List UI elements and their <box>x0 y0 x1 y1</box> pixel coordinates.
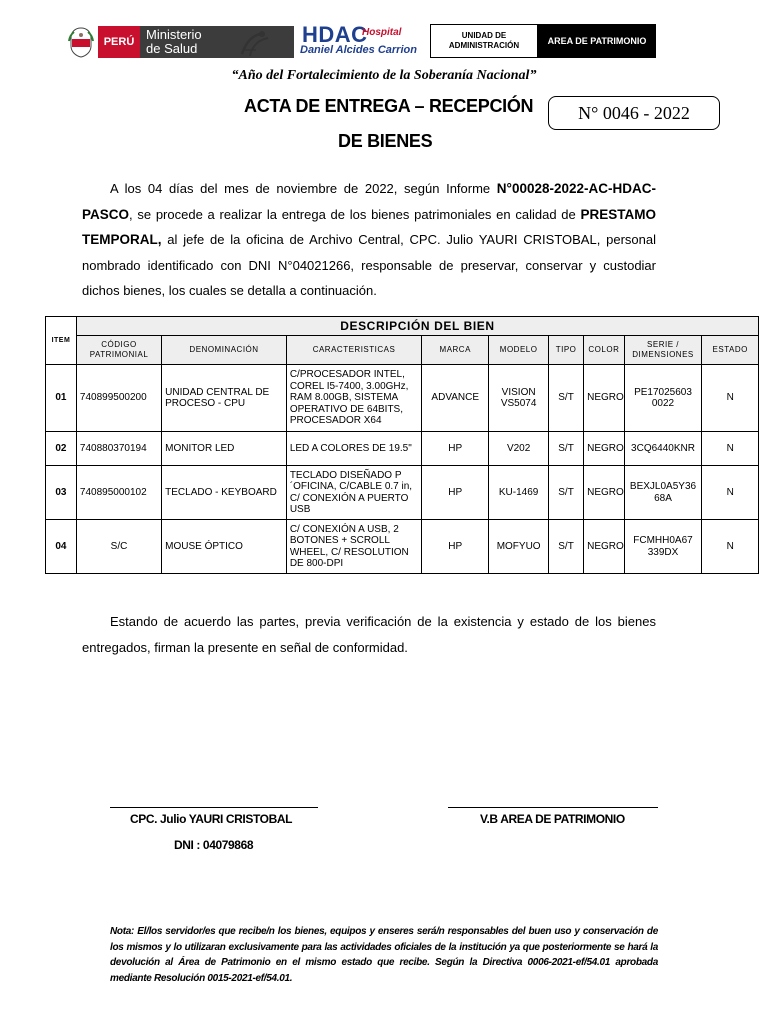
intro-part2: , se procede a realizar la entrega de los bienes patrimoniales en calidad de <box>129 206 581 222</box>
characteristics: C/ CONEXIÓN A USB, 2 BOTONES + SCROLL WHEEL, C/ RESOLUTION DE 800-DPI <box>286 520 421 574</box>
item-header: ITEM <box>46 317 77 365</box>
signature-line-left <box>110 807 318 808</box>
closing-text: Estando de acuerdo las partes, previa verificación de la existencia y estado de los bienes entregados, firman la presente en señal de conformidad. <box>82 614 656 655</box>
column-header: CARACTERISTICAS <box>286 336 421 365</box>
color: NEGRO <box>584 365 624 432</box>
peru-coat-of-arms-icon <box>66 26 96 58</box>
serial: FCMHH0A67 339DX <box>624 520 702 574</box>
brand: HP <box>422 466 489 520</box>
column-header: CÓDIGO PATRIMONIAL <box>76 336 161 365</box>
model: V202 <box>489 432 549 466</box>
peru-label: PERÚ <box>98 26 140 58</box>
document-title-line1: ACTA DE ENTREGA – RECEPCIÓN <box>244 96 534 116</box>
hdac-fullname: Daniel Alcides Carrion <box>300 44 417 56</box>
footer-note: Nota: El/los servidor/es que recibe/n los bienes, equipos y enseres será/n responsables del buen uso y conservación de los mismos y lo utilizaran exclusivamente para las actividades oficiales de la institución ya que posteriormente se hará la devolución al Área de Patrimonio en el mismo estado que recibe. Según la Directiva 0006-2021-ef/54.01 aprobada mediante Resolución 0015-2021-ef/54.01. <box>110 926 658 984</box>
status: N <box>702 365 759 432</box>
color: NEGRO <box>584 432 624 466</box>
intro-paragraph <box>82 176 656 304</box>
unit-label: UNIDAD DE ADMINISTRACIÓN <box>430 24 538 58</box>
item-number: 03 <box>46 466 77 520</box>
denomination: MONITOR LED <box>162 432 287 466</box>
column-header: COLOR <box>584 336 624 365</box>
brand: HP <box>422 432 489 466</box>
column-header: MODELO <box>489 336 549 365</box>
denomination: UNIDAD CENTRAL DE PROCESO - CPU <box>162 365 287 432</box>
item-number: 02 <box>46 432 77 466</box>
intro-part1: A los 04 días del mes de noviembre de 2022, según Informe <box>110 181 497 196</box>
column-header: TIPO <box>548 336 583 365</box>
asset-code: S/C <box>76 520 161 574</box>
letterhead <box>66 22 658 62</box>
serial: 3CQ6440KNR <box>624 432 702 466</box>
signer-left-name: CPC. Julio YAURI CRISTOBAL <box>130 812 293 826</box>
year-motto: “Año del Fortalecimiento de la Soberanía Nacional” <box>231 68 537 83</box>
asset-code: 740895000102 <box>76 466 161 520</box>
hdac-name: HDAC <box>302 22 368 47</box>
column-header: MARCA <box>422 336 489 365</box>
asset-code: 740880370194 <box>76 432 161 466</box>
hdac-logo <box>238 24 422 60</box>
item-number: 01 <box>46 365 77 432</box>
item-number: 04 <box>46 520 77 574</box>
model: MOFYUO <box>489 520 549 574</box>
denomination: MOUSE ÓPTICO <box>162 520 287 574</box>
table-row <box>46 365 759 432</box>
model: VISION VS5074 <box>489 365 549 432</box>
characteristics: TECLADO DISEÑADO P ´OFICINA, C/CABLE 0.7 in, C/ CONEXIÓN A PUERTO USB <box>286 466 421 520</box>
table-row <box>46 520 759 574</box>
ministry-line1: Ministerio <box>146 27 202 42</box>
column-header: DENOMINACIÓN <box>162 336 287 365</box>
model: KU-1469 <box>489 466 549 520</box>
brand: ADVANCE <box>422 365 489 432</box>
status: N <box>702 432 759 466</box>
asset-code: 740899500200 <box>76 365 161 432</box>
goods-table <box>45 316 759 574</box>
signature-line-right <box>448 807 658 808</box>
description-header: DESCRIPCIÓN DEL BIEN <box>76 317 758 336</box>
characteristics: C/PROCESADOR INTEL, COREL I5-7400, 3.00GHz, RAM 8.00GB, SISTEMA OPERATIVO DE 64BITS, PROCESADOR X64 <box>286 365 421 432</box>
color: NEGRO <box>584 520 624 574</box>
status: N <box>702 466 759 520</box>
table-row <box>46 432 759 466</box>
hdac-hospital: Hospital <box>362 27 402 38</box>
table-row <box>46 466 759 520</box>
serial: PE17025603 0022 <box>624 365 702 432</box>
signer-right-name: V.B AREA DE PATRIMONIO <box>480 812 625 826</box>
document-title-line2: DE BIENES <box>338 131 433 151</box>
informe-number: N°00028-2022-AC-HDAC-PASCO <box>82 181 656 222</box>
characteristics: LED A COLORES DE 19.5" <box>286 432 421 466</box>
closing-paragraph <box>82 609 656 660</box>
area-label: AREA DE PATRIMONIO <box>538 24 656 58</box>
brand: HP <box>422 520 489 574</box>
color: NEGRO <box>584 466 624 520</box>
intro-part3: al jefe de la oficina de Archivo Central, CPC. Julio YAURI CRISTOBAL, personal nombrado identificado con DNI N°04021266, responsable de preservar, conservar y custodiar dichos bienes, los cuales se detalla a continuación. <box>82 232 656 298</box>
column-header: ESTADO <box>702 336 759 365</box>
status: N <box>702 520 759 574</box>
denomination: TECLADO - KEYBOARD <box>162 466 287 520</box>
serial: BEXJL0A5Y36 68A <box>624 466 702 520</box>
type: S/T <box>548 520 583 574</box>
ministry-line2: de Salud <box>146 41 198 56</box>
column-header: SERIE / DIMENSIONES <box>624 336 702 365</box>
document-number: N° 0046 - 2022 <box>548 96 720 130</box>
type: S/T <box>548 466 583 520</box>
loan-type: PRESTAMO TEMPORAL, <box>82 206 656 247</box>
signer-left-dni: DNI : 04079868 <box>174 838 254 852</box>
type: S/T <box>548 365 583 432</box>
type: S/T <box>548 432 583 466</box>
hdac-emblem-icon <box>238 28 274 58</box>
